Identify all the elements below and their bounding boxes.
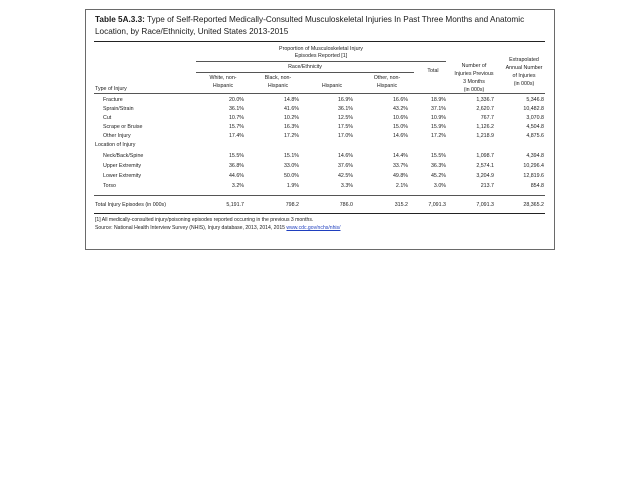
- cell-lower-annual: 12,819.6: [523, 173, 544, 179]
- cell-cut-other: 10.6%: [392, 115, 408, 121]
- cell-upper-black: 33.0%: [283, 163, 299, 169]
- cell-sprain-annual: 10,482.8: [523, 106, 544, 112]
- cell-upper-number: 2,574.1: [476, 163, 494, 169]
- cell-torso-annual: 854.8: [530, 183, 544, 189]
- cell-fracture-black: 14.8%: [283, 97, 299, 103]
- cell-cut-number: 767.7: [480, 115, 494, 121]
- cell-cut-annual: 3,070.8: [526, 115, 544, 121]
- header-proportion-line2: Episodes Reported [1]: [294, 53, 348, 59]
- total-top-rule: [94, 195, 545, 196]
- header-other-line2: Hispanic: [376, 83, 398, 89]
- top-rule: [94, 41, 545, 42]
- row-label-scrape: Scrape or Bruise: [103, 124, 143, 130]
- cell-other-injury-total: 17.2%: [430, 133, 446, 139]
- row-label-upper: Upper Extremity: [103, 163, 141, 169]
- cell-upper-total: 36.3%: [430, 163, 446, 169]
- cell-other-injury-other: 14.6%: [392, 133, 408, 139]
- cell-torso-white: 3.2%: [231, 183, 244, 189]
- cell-lower-hispanic: 42.5%: [337, 173, 353, 179]
- header-number-line2: Injuries Previous: [454, 71, 494, 77]
- cell-upper-white: 36.8%: [228, 163, 244, 169]
- cell-torso-total: 3.0%: [433, 183, 446, 189]
- header-other-line1: Other, non-: [373, 75, 401, 81]
- cell-fracture-annual: 5,346.8: [526, 97, 544, 103]
- header-number-line3: 3 Months: [463, 79, 485, 85]
- cell-cut-total: 10.9%: [430, 115, 446, 121]
- cell-sprain-total: 37.1%: [430, 106, 446, 112]
- cell-scrape-white: 15.7%: [228, 124, 244, 130]
- header-hispanic: Hispanic: [321, 83, 343, 89]
- footnote: [1] All medically-consulted injury/poisoning episodes reported occurring in the previous 3 months.: [95, 217, 314, 223]
- header-black-line1: Black, non-: [264, 75, 292, 81]
- cell-neck-annual: 4,394.8: [526, 153, 544, 159]
- row-label-other-injury: Other Injury: [103, 133, 131, 139]
- cell-lower-total: 45.2%: [430, 173, 446, 179]
- header-total: Total: [427, 68, 439, 74]
- row-label-cut: Cut: [103, 115, 112, 121]
- cell-sprain-white: 36.1%: [228, 106, 244, 112]
- header-black-line2: Hispanic: [267, 83, 289, 89]
- cell-neck-other: 14.4%: [392, 153, 408, 159]
- cell-cut-black: 10.2%: [283, 115, 299, 121]
- source-text: Source: National Health Interview Survey (NHIS), Injury database, 2013, 2014, 2015: [95, 225, 285, 231]
- cell-other-injury-white: 17.4%: [228, 133, 244, 139]
- cell-other-injury-number: 1,218.9: [476, 133, 494, 139]
- cell-total-black: 798.2: [285, 202, 299, 208]
- cell-other-injury-black: 17.2%: [283, 133, 299, 139]
- cell-upper-annual: 10,296.4: [523, 163, 544, 169]
- cell-scrape-total: 15.9%: [430, 124, 446, 130]
- bottom-rule: [94, 213, 545, 214]
- row-label-fracture: Fracture: [103, 97, 123, 103]
- header-rule-race: [196, 72, 414, 73]
- cell-upper-hispanic: 37.6%: [337, 163, 353, 169]
- row-label-neck: Neck/Back/Spine: [103, 153, 144, 159]
- cell-scrape-black: 16.3%: [283, 124, 299, 130]
- header-race-ethnicity: Race/Ethnicity: [288, 64, 322, 70]
- cell-fracture-total: 18.9%: [430, 97, 446, 103]
- cell-torso-other: 2.1%: [395, 183, 408, 189]
- cell-fracture-other: 16.6%: [392, 97, 408, 103]
- header-extrap-line1: Extrapolated: [509, 57, 539, 63]
- cell-upper-other: 33.7%: [392, 163, 408, 169]
- cell-sprain-hispanic: 36.1%: [337, 106, 353, 112]
- cell-total-number: 7,091.3: [476, 202, 494, 208]
- cell-lower-black: 50.0%: [283, 173, 299, 179]
- header-white-line1: White, non-: [209, 75, 237, 81]
- row-label-total: Total Injury Episodes (in 000s): [95, 202, 166, 208]
- cell-fracture-number: 1,336.7: [476, 97, 494, 103]
- header-type-of-injury: Type of Injury: [95, 86, 127, 92]
- header-bottom-rule: [94, 93, 545, 94]
- header-extrap-line2: Annual Number: [505, 65, 543, 71]
- cell-total-other: 315.2: [394, 202, 408, 208]
- cell-scrape-other: 15.0%: [392, 124, 408, 130]
- cell-scrape-hispanic: 17.5%: [337, 124, 353, 130]
- cell-scrape-annual: 4,504.8: [526, 124, 544, 130]
- cell-cut-hispanic: 12.5%: [337, 115, 353, 121]
- cell-neck-white: 15.5%: [228, 153, 244, 159]
- cell-neck-total: 15.5%: [430, 153, 446, 159]
- cell-total-white: 5,191.7: [226, 202, 244, 208]
- cell-lower-other: 49.8%: [392, 173, 408, 179]
- cell-cut-white: 10.7%: [228, 115, 244, 121]
- row-label-lower: Lower Extremity: [103, 173, 141, 179]
- cell-total-annual: 28,365.2: [523, 202, 544, 208]
- cell-sprain-number: 2,620.7: [476, 106, 494, 112]
- row-label-sprain: Sprain/Strain: [103, 106, 134, 112]
- table-title-label: Table 5A.3.3:: [95, 15, 145, 24]
- header-extrap-line4: (in 000s): [513, 81, 535, 87]
- source-link[interactable]: www.cdc.gov/nchs/nhis/: [286, 225, 341, 231]
- header-number-line1: Number of: [461, 63, 487, 69]
- cell-other-injury-hispanic: 17.0%: [337, 133, 353, 139]
- cell-sprain-black: 41.6%: [283, 106, 299, 112]
- cell-fracture-white: 20.0%: [228, 97, 244, 103]
- table-title-text: Type of Self-Reported Medically-Consulted Musculoskeletal Injuries In Past Three Months and Anatomic Location, by Race/Ethnicity, United States 2013-2015: [95, 15, 525, 36]
- header-white-line2: Hispanic: [212, 83, 234, 89]
- cell-other-injury-annual: 4,875.6: [526, 133, 544, 139]
- cell-neck-hispanic: 14.6%: [337, 153, 353, 159]
- cell-torso-hispanic: 3.3%: [340, 183, 353, 189]
- header-number-line4: (in 000s): [463, 87, 485, 93]
- cell-torso-black: 1.9%: [286, 183, 299, 189]
- cell-fracture-hispanic: 16.9%: [337, 97, 353, 103]
- header-extrap-line3: of Injuries: [512, 73, 536, 79]
- source-line: [95, 225, 341, 231]
- cell-total-total: 7,091.3: [428, 202, 446, 208]
- cell-neck-black: 15.1%: [283, 153, 299, 159]
- cell-neck-number: 1,098.7: [476, 153, 494, 159]
- cell-total-hispanic: 786.0: [339, 202, 353, 208]
- cell-lower-number: 3,204.9: [476, 173, 494, 179]
- table-title: [95, 14, 545, 37]
- cell-sprain-other: 43.2%: [392, 106, 408, 112]
- header-proportion-line1: Proportion of Musculoskeletal Injury: [279, 46, 363, 52]
- header-rule-1: [196, 61, 446, 62]
- cell-lower-white: 44.6%: [228, 173, 244, 179]
- cell-scrape-number: 1,126.2: [476, 124, 494, 130]
- row-label-torso: Torso: [103, 183, 116, 189]
- cell-torso-number: 213.7: [480, 183, 494, 189]
- location-heading: Location of Injury: [95, 142, 136, 148]
